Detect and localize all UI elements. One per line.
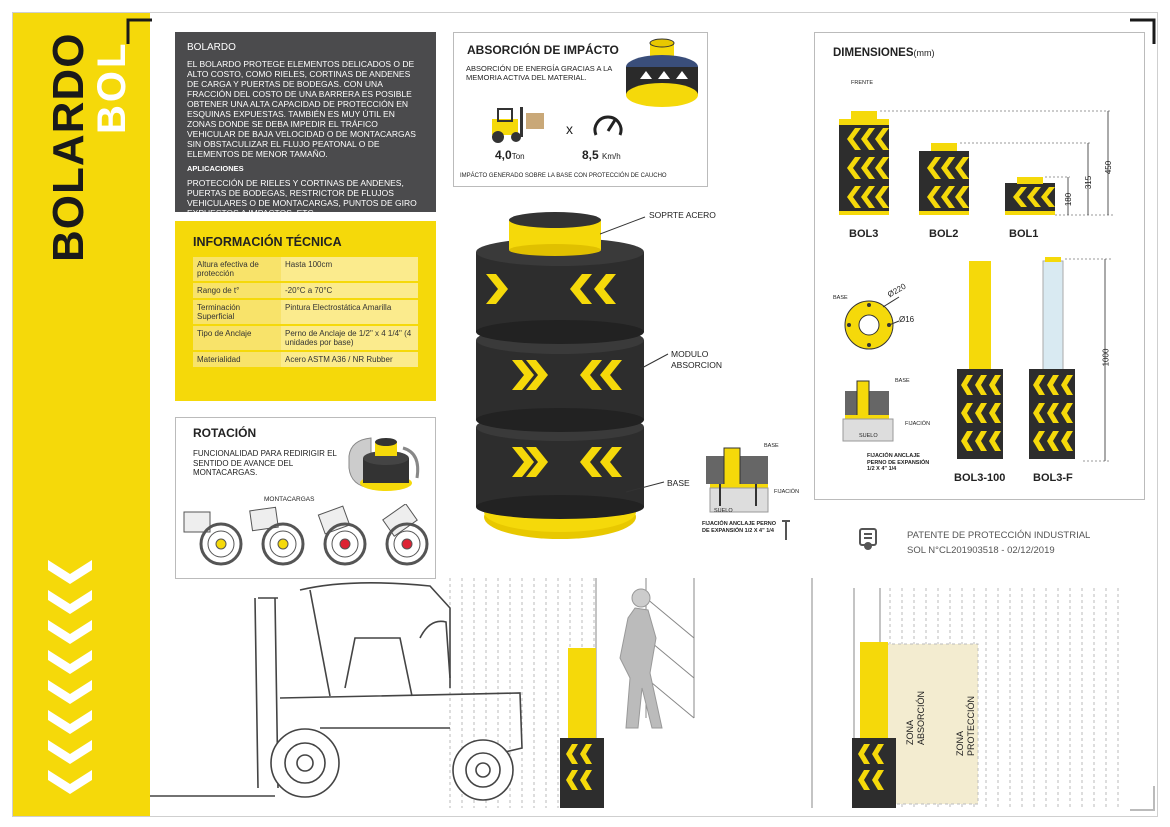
dimensions-panel (814, 32, 1145, 500)
table-row (193, 282, 418, 299)
forklift-icon (482, 105, 554, 145)
spec-value: Perno de Anclaje de 1/2" x 4 1/4" (4 unidades por base) (281, 325, 418, 351)
spec-value: Hasta 100cm (281, 257, 418, 282)
patent-title: PATENTE DE PROTECCIÓN INDUSTRIAL (907, 530, 1091, 541)
spec-value: Pintura Electrostática Amarilla (281, 299, 418, 325)
zone-absorption: ZONA ABSORCIÓN (905, 690, 926, 745)
tall-models-diagram (953, 255, 1123, 467)
anchor-fixation-label: FIJACIÓN (774, 489, 800, 495)
table-row (193, 299, 418, 325)
certificate-icon (857, 527, 879, 553)
warehouse-scene (150, 578, 1135, 810)
callout-lines (600, 214, 680, 494)
table-row (193, 257, 418, 282)
base-plate-diagram (833, 295, 913, 365)
impact-desc: ABSORCIÓN DE ENERGÍA GRACIAS A LA MEMORIA ACTIVA DEL MATERIAL. (466, 64, 612, 83)
model-bol2: BOL2 (929, 228, 959, 240)
detail-base-label: BASE (895, 378, 910, 384)
times-sign: x (566, 121, 573, 137)
tech-heading: INFORMACIÓN TÉCNICA (193, 235, 342, 249)
spec-value: Acero ASTM A36 / NR Rubber (281, 351, 418, 368)
rotation-panel (175, 417, 436, 579)
callout-base: BASE (667, 478, 690, 488)
table-row (193, 325, 418, 351)
height-450: 450 (1104, 160, 1114, 175)
front-elevation-diagram (825, 93, 1125, 233)
base-anchor-diagram (841, 373, 901, 453)
height-1000: 1000 (1101, 348, 1111, 367)
impact-cutaway-icon (622, 37, 702, 112)
intro-panel (175, 32, 436, 218)
chevron-pattern-icon (40, 560, 100, 810)
rotation-sequence-diagram (181, 504, 433, 576)
model-bol3-100: BOL3-100 (954, 472, 1006, 484)
apps-body: PROTECCIÓN DE RIELES Y CORTINAS DE ANDENES, PUERTAS DE BODEGAS, RESTRICTOR DE FLUJOS VEHICULARES O DE MONTACARGAS, PUNTOS DE GIRO EXPUESTOS A IMPACTOS, ETC. (187, 177, 417, 218)
intro-body: EL BOLARDO PROTEGE ELEMENTOS DELICADOS O DE ALTO COSTO, COMO RIELES, CORTINAS DE ANDENES DE CARGA Y PUERTAS DE BODEGAS. CON UNA FRACCIÓN DEL COSTO DE UNA BARRERA ES POSIBLE OBTENER UNA ALTA CAPACIDAD DE PROTECCIÓN EN ESQUINAS EXPUESTAS. TAMBIÉN ES MUY ÚTIL EN ZONAS DONDE SE DEBA IMPEDIR EL TRÁFICO VEHICULAR DE BAJA VELOCIDAD O DE MONTACARGAS SIN OBSTACULIZAR EL FLUJO PEATONAL O DE ELEMENTOS DE MENOR TAMAÑO. (187, 58, 416, 159)
rotation-desc: FUNCIONALIDAD PARA REDIRIGIR EL SENTIDO DE AVANCE DEL MONTACARGAS. (193, 449, 337, 478)
model-bol1: BOL1 (1009, 228, 1039, 240)
anchor-detail-diagram (700, 440, 780, 520)
hole-diameter: Ø16 (899, 315, 915, 324)
model-bol3-f: BOL3-F (1033, 472, 1073, 484)
speed-number: 8,5 (582, 148, 599, 162)
table-row (193, 351, 418, 368)
detail-floor-label: SUELO (859, 433, 878, 439)
anchor-floor-label: SUELO (714, 508, 733, 514)
front-label: FRENTE (851, 80, 873, 86)
spec-key: Materialidad (193, 351, 281, 368)
base-label: BASE (833, 295, 848, 301)
detail-fixation-label: FIJACIÓN (905, 421, 931, 427)
weight-value (495, 148, 525, 162)
weight-unit: Ton (511, 152, 525, 161)
base-diameter: Ø220 (886, 281, 908, 300)
spec-value: -20°C a 70°C (281, 282, 418, 299)
dimensions-unit: (mm) (913, 48, 935, 58)
spec-key: Terminación Superficial (193, 299, 281, 325)
dimensions-title: DIMENSIONES (833, 47, 914, 59)
rotation-heading: ROTACIÓN (193, 426, 257, 440)
impact-panel (453, 32, 708, 187)
model-bol3: BOL3 (849, 228, 879, 240)
tech-panel (175, 221, 436, 401)
page-title: BOLARDO (44, 32, 93, 262)
callout-module: MODULO ABSORCION (671, 349, 723, 371)
speed-value (582, 148, 621, 162)
spec-key: Rango de t° (193, 282, 281, 299)
tech-table (193, 257, 418, 369)
detail-anchor-note: FIJACIÓN ANCLAJE PERNO DE EXPANSIÓN 1/2 X 4" 1/4 (867, 453, 930, 473)
anchor-base-label: BASE (764, 443, 779, 449)
intro-heading: BOLARDO (187, 42, 236, 53)
rotation-bollard-icon (341, 428, 431, 498)
height-315: 315 (1084, 175, 1094, 190)
impact-heading: ABSORCIÓN DE IMPÁCTO (467, 43, 619, 57)
spec-key: Altura efectiva de protección (193, 257, 281, 282)
weight-number: 4,0 (495, 148, 512, 162)
dimensions-heading (833, 47, 935, 59)
product-code: BOL (90, 40, 134, 134)
forklift-label: MONTACARGAS (264, 496, 315, 503)
spec-key: Tipo de Anclaje (193, 325, 281, 351)
patent-number: SOL N°CL201903518 - 02/12/2019 (907, 545, 1055, 557)
patent-info (907, 528, 1090, 558)
impact-footnote: IMPÁCTO GENERADO SOBRE LA BASE CON PROTECCIÓN DE CAUCHO (460, 173, 667, 179)
height-180: 180 (1064, 192, 1074, 207)
anchor-note: FIJACIÓN ANCLAJE PERNO DE EXPANSIÓN 1/2 X 4" 1/4 (702, 521, 777, 534)
bolt-icon (780, 518, 792, 542)
speedometer-icon (591, 111, 625, 139)
apps-heading: APLICACIONES (187, 163, 244, 173)
zone-protection: ZONA PROTECCIÓN (955, 695, 976, 756)
speed-unit: Km/h (602, 152, 621, 161)
callout-steel: SOPRTE ACERO (649, 210, 716, 220)
